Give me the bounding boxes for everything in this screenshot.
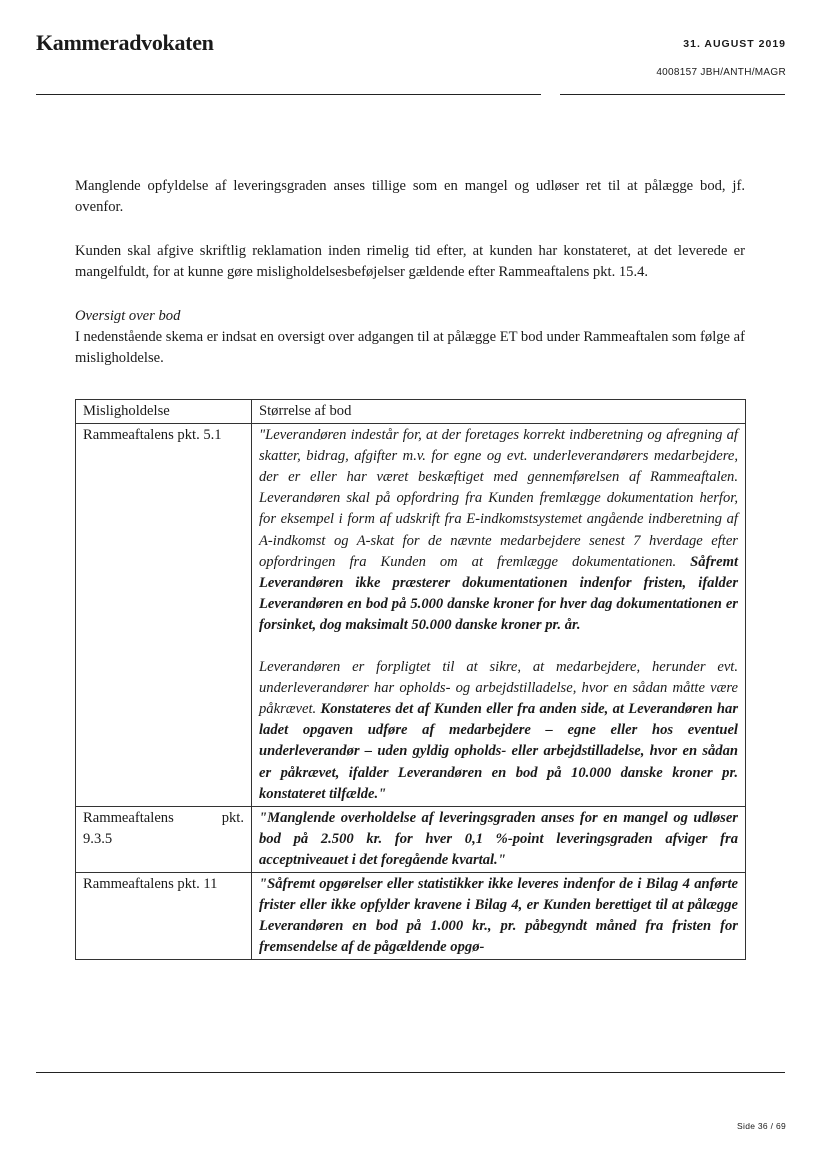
subheading: Oversigt over bod bbox=[75, 308, 181, 324]
document-body bbox=[75, 176, 745, 369]
table-row bbox=[76, 872, 746, 959]
penalty-paragraph bbox=[259, 425, 738, 636]
paragraph-gap bbox=[259, 636, 738, 657]
penalty-text-bold: Konstateres det af Kunden eller fra anden side, at Leverandøren har ladet opgaven udføre af medarbejdere – egne eller hos eventuel underleverandør – uden gyldig opholds- eller arbejdstilladelse, hvor en sådan er påkrævet, ifalder Leverandøren en bod på 10.000 danske kroner pr. konstateret tilfælde." bbox=[259, 701, 738, 802]
row-reference: Rammeaftalens pkt. 11 bbox=[76, 872, 252, 959]
row-reference: Rammeaftalens pkt. 5.1 bbox=[76, 424, 252, 807]
table-row bbox=[76, 806, 746, 872]
penalty-text-bold: Såfremt Leverandøren ikke præsterer dokumentationen indenfor fristen, ifalder Leverandøren en bod på 5.000 danske kroner for hver dag dokumentationen er forsinket, dog maksimalt 50.000 danske kroner pr. år. bbox=[259, 553, 738, 633]
document-date: 31. AUGUST 2019 bbox=[683, 38, 786, 50]
penalty-text: "Leverandøren indestår for, at der foretages korrekt indberetning og afregning af skatter, bidrag, afgifter m.v. for egne og evt. underleverandørers medarbejdere, der er eller har været beskæftiget med gennemførelsen af Rammeaftalen. Leverandøren skal på opfordring fra Kunden fremlægge dokumentation herfor, for eksempel i form af udskrift fra E-indkomstsystemet angående indberetning af A-indkomst og A-skat for de nævnte medarbejdere senest 7 hverdage efter opfordringen fra Kunden om at fremlægge dokumentationen. bbox=[259, 427, 738, 570]
column-header-stoerrelse: Størrelse af bod bbox=[252, 400, 746, 424]
header-rule-left bbox=[36, 94, 541, 95]
penalty-text-bold: "Såfremt opgørelser eller statistikker ikke leveres indenfor de i Bilag 4 anførte frister eller ikke opfylder kravene i Bilag 4, er Kunden berettiget til at pålægge Leverandøren en bod på 1.000 kr., pr. påbegyndt måned fra fristen for fremsendelse af de pågældende opgø- bbox=[259, 875, 738, 956]
table-row bbox=[76, 424, 746, 807]
footer-rule bbox=[36, 1072, 785, 1073]
brand-logo: Kammeradvokaten bbox=[36, 30, 214, 55]
paragraph-1: Manglende opfyldelse af leveringsgraden anses tillige som en mangel og udløser ret til at pålægge bod, jf. ovenfor. bbox=[75, 178, 745, 215]
row-penalty-text bbox=[252, 424, 746, 807]
column-header-misligholdelse: Misligholdelse bbox=[76, 400, 252, 424]
penalty-table bbox=[75, 399, 746, 960]
document-reference: 4008157 JBH/ANTH/MAGR bbox=[656, 67, 786, 78]
paragraph-2: Kunden skal afgive skriftlig reklamation inden rimelig tid efter, at kunden har konstateret, at det leverede er mangelfuldt, for at kunne gøre misligholdelsesbeføjelser gældende efter Rammeaftalens pkt. 15.4. bbox=[75, 243, 745, 280]
reference-part: pkt. bbox=[221, 809, 244, 826]
reference-part: 9.3.5 bbox=[83, 830, 113, 847]
penalty-text-bold: "Manglende overholdelse af leveringsgraden anses for en mangel og udløser bod på 2.500 kr. for hver 0,1 %-point leveringsgraden afviger fra acceptniveauet i det foregående kvartal." bbox=[259, 809, 738, 868]
penalty-text: Leverandøren er forpligtet til at sikre, at medarbejdere, herunder evt. underleverandører har opholds- og arbejdstilladelse, hvor en sådan måtte være påkrævet. bbox=[259, 659, 738, 718]
paragraph-3: I nedenstående skema er indsat en oversigt over adgangen til at pålægge ET bod under Rammeaftalen som følge af misligholdelse. bbox=[75, 329, 746, 366]
table-header-row bbox=[76, 400, 746, 424]
reference-line bbox=[83, 808, 244, 829]
page-number: Side 36 / 69 bbox=[737, 1121, 786, 1131]
row-penalty-text bbox=[252, 806, 746, 872]
reference-part: Rammeaftalens bbox=[83, 809, 174, 826]
row-reference bbox=[76, 806, 252, 872]
header-rule-right bbox=[560, 94, 785, 95]
row-penalty-text bbox=[252, 872, 746, 959]
penalty-paragraph bbox=[259, 657, 738, 805]
